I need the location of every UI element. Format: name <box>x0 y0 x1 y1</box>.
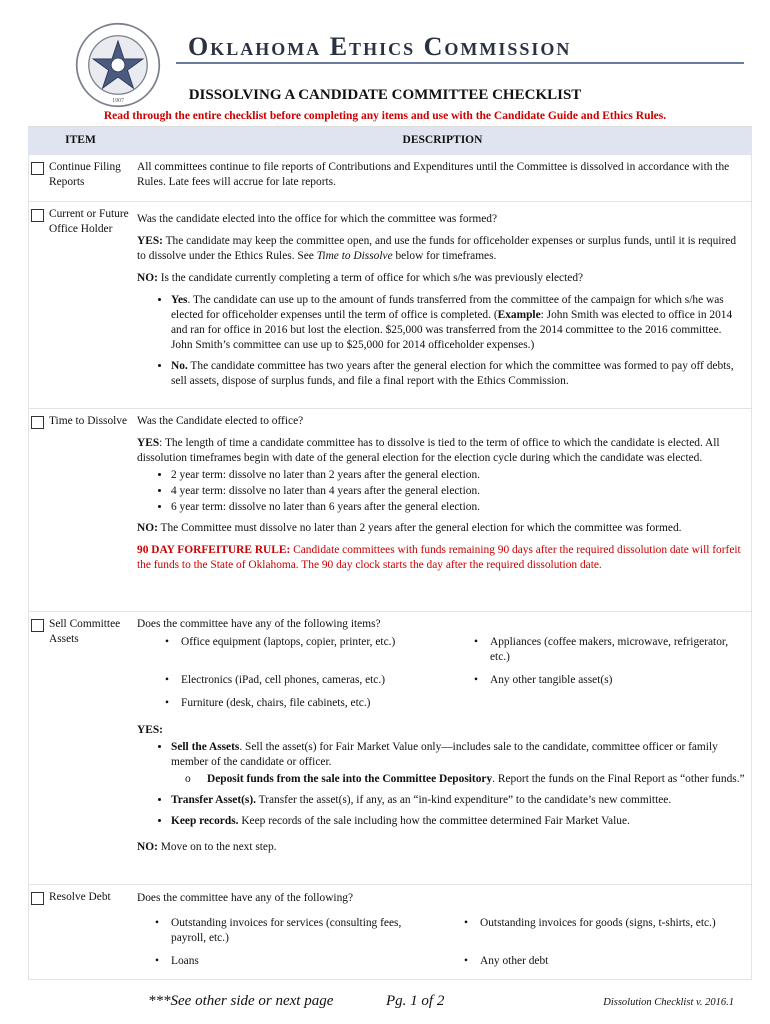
checkbox[interactable] <box>31 892 44 905</box>
list-item: • No. The candidate committee has two years after the general election for which the committee was formed to pay off debts, sell assets, dispose of surplus funds, and file a final report with the Ethics Commission. <box>171 359 745 389</box>
column-header-description: DESCRIPTION <box>402 134 483 147</box>
list-item: • Transfer Asset(s). Transfer the asset(s), if any, as an “in-kind expenditure” to the candidate’s new committee. <box>171 793 745 808</box>
no-answer: NO: Is the candidate currently completing a term of office for which s/he was previously elected? <box>137 272 584 285</box>
column-header-item: ITEM <box>65 134 96 147</box>
header-divider <box>176 62 744 64</box>
checkbox[interactable] <box>31 209 44 222</box>
page-footer <box>0 992 770 1016</box>
organization-name: Oklahoma Ethics Commission <box>188 32 572 61</box>
item-label: Time to Dissolve <box>49 415 128 427</box>
question-text: Was the Candidate elected to office? <box>137 415 304 427</box>
list-item: • Yes. The candidate can use up to the amount of funds transferred from the committee of the campaign for which s/he was elected for officeholder expenses until the term of office is completed. (Example: John Smith was elected to office in 2014 and ran for office in 2016 but lost the election. $25,000 was transferred from the 2014 committee to the 2016 committee. John Smith’s committee can use up to $25,000 for 2014 officeholder expenses.) <box>171 293 745 353</box>
footer-note: ***See other side or next page <box>148 993 334 1009</box>
item-label: Sell Committee Assets <box>49 618 121 646</box>
table-row <box>28 885 752 980</box>
yes-answer: YES: The candidate may keep the committee open, and use the funds for officeholder expenses or surplus funds, until it is required to dissolve under the Ethics Rules. See Time to Dissolve below for timeframes. <box>137 235 737 263</box>
instruction-text: Read through the entire checklist before completing any items and use with the Candidate Guide and Ethics Rules. <box>103 110 667 122</box>
list-item: • 4 year term: dissolve no later than 4 years after the general election. <box>171 484 745 499</box>
checkbox[interactable] <box>31 162 44 175</box>
table-row <box>28 612 752 885</box>
question-text: Was the candidate elected into the office for which the committee was formed? <box>137 213 498 225</box>
table-row <box>28 409 752 612</box>
term-list <box>137 468 745 515</box>
list-item: • Loans <box>155 955 199 968</box>
page-number: Pg. 1 of 2 <box>386 993 445 1009</box>
forfeiture-rule: 90 DAY FORFEITURE RULE: Candidate committees with funds remaining 90 days after the required dissolution date will forfeit the funds to the State of Oklahoma. The 90 day clock starts the day after the required dissolution date. <box>137 544 741 572</box>
item-label: Current or Future Office Holder <box>49 208 129 236</box>
no-answer: NO: Move on to the next step. <box>137 840 277 853</box>
version-label: Dissolution Checklist v. 2016.1 <box>603 997 734 1008</box>
list-item: • Office equipment (laptops, copier, printer, etc.) <box>165 636 396 649</box>
action-list <box>137 793 745 829</box>
asset-list <box>137 635 745 719</box>
item-label: Continue Filing Reports <box>49 161 121 189</box>
list-item: • Keep records. Keep records of the sale including how the committee determined Fair Market Value. <box>171 814 745 829</box>
list-item: • Sell the Assets. Sell the asset(s) for Fair Market Value only—includes sale to the candidate, committee officer or family member of the candidate or officer. <box>171 740 745 770</box>
table-row <box>28 155 752 202</box>
checkbox[interactable] <box>31 619 44 632</box>
row-description: All committees continue to file reports of Contributions and Expenditures until the Committee is dissolved in accordance with the Rules. Late fees will accrue for late reports. <box>137 161 730 189</box>
list-item: • Furniture (desk, chairs, file cabinets, etc.) <box>165 697 371 710</box>
checklist-table <box>28 126 752 980</box>
table-row <box>28 202 752 409</box>
question-text: Does the committee have any of the following? <box>137 892 354 904</box>
debt-list <box>137 916 745 977</box>
item-label: Resolve Debt <box>49 891 111 903</box>
list-item: • Any other debt <box>464 955 549 968</box>
option-list <box>137 293 745 389</box>
list-item: • Electronics (iPad, cell phones, cameras, etc.) <box>165 674 385 687</box>
table-header <box>28 126 752 155</box>
seal-year: 1907 <box>111 97 125 104</box>
document-title: DISSOLVING A CANDIDATE COMMITTEE CHECKLIST <box>188 87 582 103</box>
yes-label: YES: <box>137 724 163 737</box>
list-item: • 6 year term: dissolve no later than 6 years after the general election. <box>171 500 745 515</box>
list-item: • Any other tangible asset(s) <box>474 674 613 687</box>
page-header <box>0 0 770 122</box>
checkbox[interactable] <box>31 416 44 429</box>
list-item: • Outstanding invoices for services (consulting fees, payroll, etc.) <box>155 917 402 945</box>
question-text: Does the committee have any of the following items? <box>137 618 381 630</box>
yes-answer: YES: The length of time a candidate committee has to dissolve is tied to the term of office to which the candidate is elected. All dissolution timeframes begin with date of the general election for the election cycle during which the candidate was elected. <box>137 437 720 465</box>
list-item: • Appliances (coffee makers, microwave, refrigerator, etc.) <box>474 636 729 664</box>
action-list <box>137 740 745 770</box>
no-answer: NO: The Committee must dissolve no later than 2 years after the general election for which the committee was formed. <box>137 522 682 535</box>
list-item: • 2 year term: dissolve no later than 2 years after the general election. <box>171 468 745 483</box>
sub-item: o Deposit funds from the sale into the Committee Depository. Report the funds on the Final Report as “other funds.” <box>185 773 745 786</box>
list-item: • Outstanding invoices for goods (signs, t-shirts, etc.) <box>464 917 716 930</box>
